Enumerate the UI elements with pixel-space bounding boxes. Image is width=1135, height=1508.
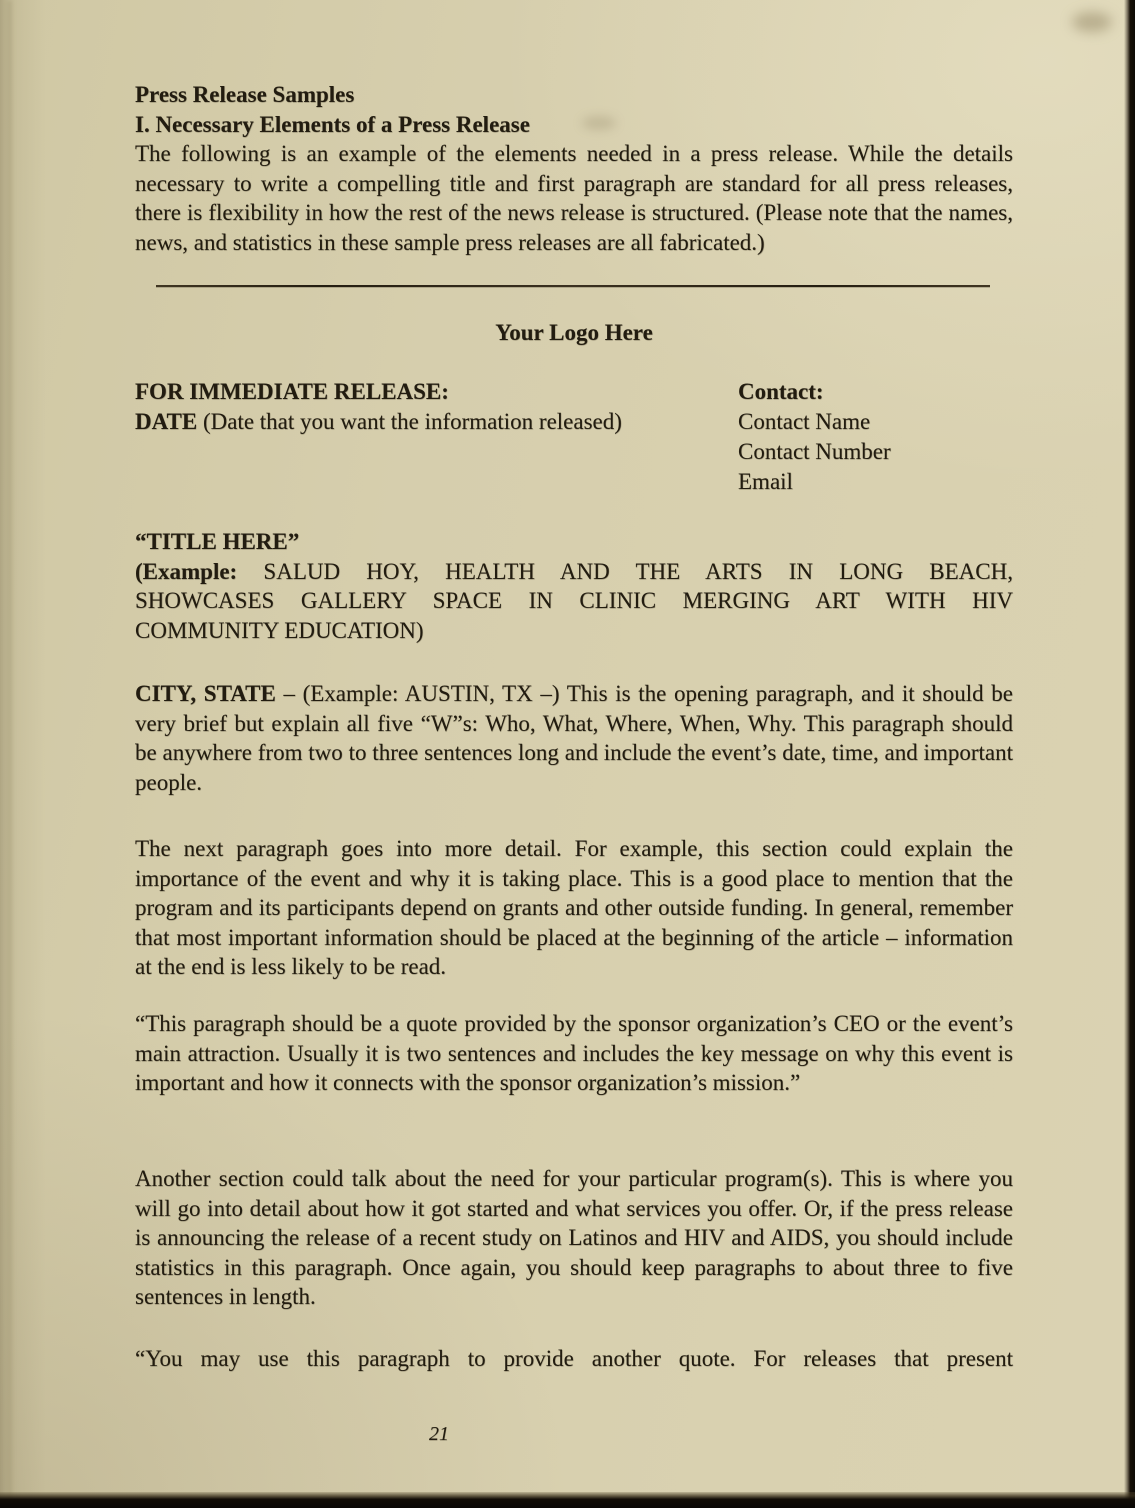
city-state-lead: CITY, STATE — [135, 681, 276, 706]
title-block — [135, 527, 1013, 645]
example-label: (Example: — [135, 558, 238, 584]
intro-paragraph: The following is an example of the elements needed in a press release. While the details necessary to write a compelling title and first paragraph are standard for all press releases, there is flexibility in how the rest of the news release is structured. (Please note that the names, news, and statistics in these sample press releases are all fabricated.) — [135, 141, 1013, 255]
date-line — [135, 407, 735, 437]
scan-smudge — [1072, 12, 1112, 32]
title-example-line1 — [135, 557, 1013, 587]
title-example-line3: COMMUNITY EDUCATION) — [135, 617, 424, 643]
for-immediate-release-label: FOR IMMEDIATE RELEASE: — [135, 379, 449, 404]
quote-paragraph: “This paragraph should be a quote provided by the sponsor organization’s CEO or the event’s main attraction. Usually it is two sentences and includes the key message on why this event is important and how it connects with the sponsor organization’s mission.” — [135, 1011, 1013, 1095]
for-immediate-release-line — [135, 377, 735, 407]
release-left-column — [135, 377, 735, 437]
contact-name-line: Contact Name — [738, 409, 871, 434]
second-quote-block — [135, 1344, 1013, 1374]
opening-paragraph — [135, 679, 1013, 797]
contact-email-line: Email — [738, 469, 793, 494]
quote-paragraph-block — [135, 1009, 1013, 1098]
detail-paragraph-block — [135, 834, 1013, 982]
need-paragraph: Another section could talk about the need for your particular program(s). This is where you will go into detail about how it got started and what services you offer. Or, if the press release is announcing the release of a recent study on Latinos and HIV and AIDS, you should include statistics in this paragraph. Once again, you should keep paragraphs to about three to five sentences in length. — [135, 1166, 1013, 1309]
detail-paragraph: The next paragraph goes into more detail. For example, this section could explain the importance of the event and why it is taking place. This is a good place to mention that the program and its participants depend on grants and other outside funding. In general, remember that most important information should be placed at the beginning of the article – information at the end is less likely to be read. — [135, 836, 1013, 979]
page-number: 21 — [429, 1423, 449, 1445]
contact-label: Contact: — [738, 379, 824, 404]
document-header — [135, 80, 1013, 257]
title-example-line2: SHOWCASES GALLERY SPACE IN CLINIC MERGING ART WITH HIV — [135, 588, 1013, 613]
scan-edge-right — [1124, 0, 1135, 1508]
title-example-line1-text: SALUD HOY, HEALTH AND THE ARTS IN LONG BEACH, — [237, 558, 1013, 584]
need-paragraph-block — [135, 1164, 1013, 1312]
date-label: DATE — [135, 409, 198, 434]
title-placeholder: “TITLE HERE” — [135, 529, 300, 554]
second-quote-line: “You may use this paragraph to provide another quote. For releases that present — [135, 1346, 1013, 1371]
logo-placeholder-line — [135, 318, 1013, 348]
scan-edge-bottom — [0, 1492, 1135, 1508]
contact-number-line: Contact Number — [738, 439, 891, 464]
opening-paragraph-block — [135, 679, 1013, 797]
logo-placeholder-text: Your Logo Here — [495, 320, 653, 345]
city-state-text: – (Example: AUSTIN, TX –) This is the opening paragraph, and it should be very brief but explain all five “W”s: Who, What, Where, When, Why. This paragraph should be anywhere from two to three sentences long and include the event’s date, time, and important people. — [135, 681, 1013, 795]
section-heading: I. Necessary Elements of a Press Release — [135, 111, 530, 137]
date-note: (Date that you want the information released) — [197, 409, 622, 434]
page-binding-crease — [7, 0, 12, 1508]
contact-column — [738, 377, 1013, 497]
document-title: Press Release Samples — [135, 82, 355, 107]
horizontal-rule — [156, 285, 990, 287]
